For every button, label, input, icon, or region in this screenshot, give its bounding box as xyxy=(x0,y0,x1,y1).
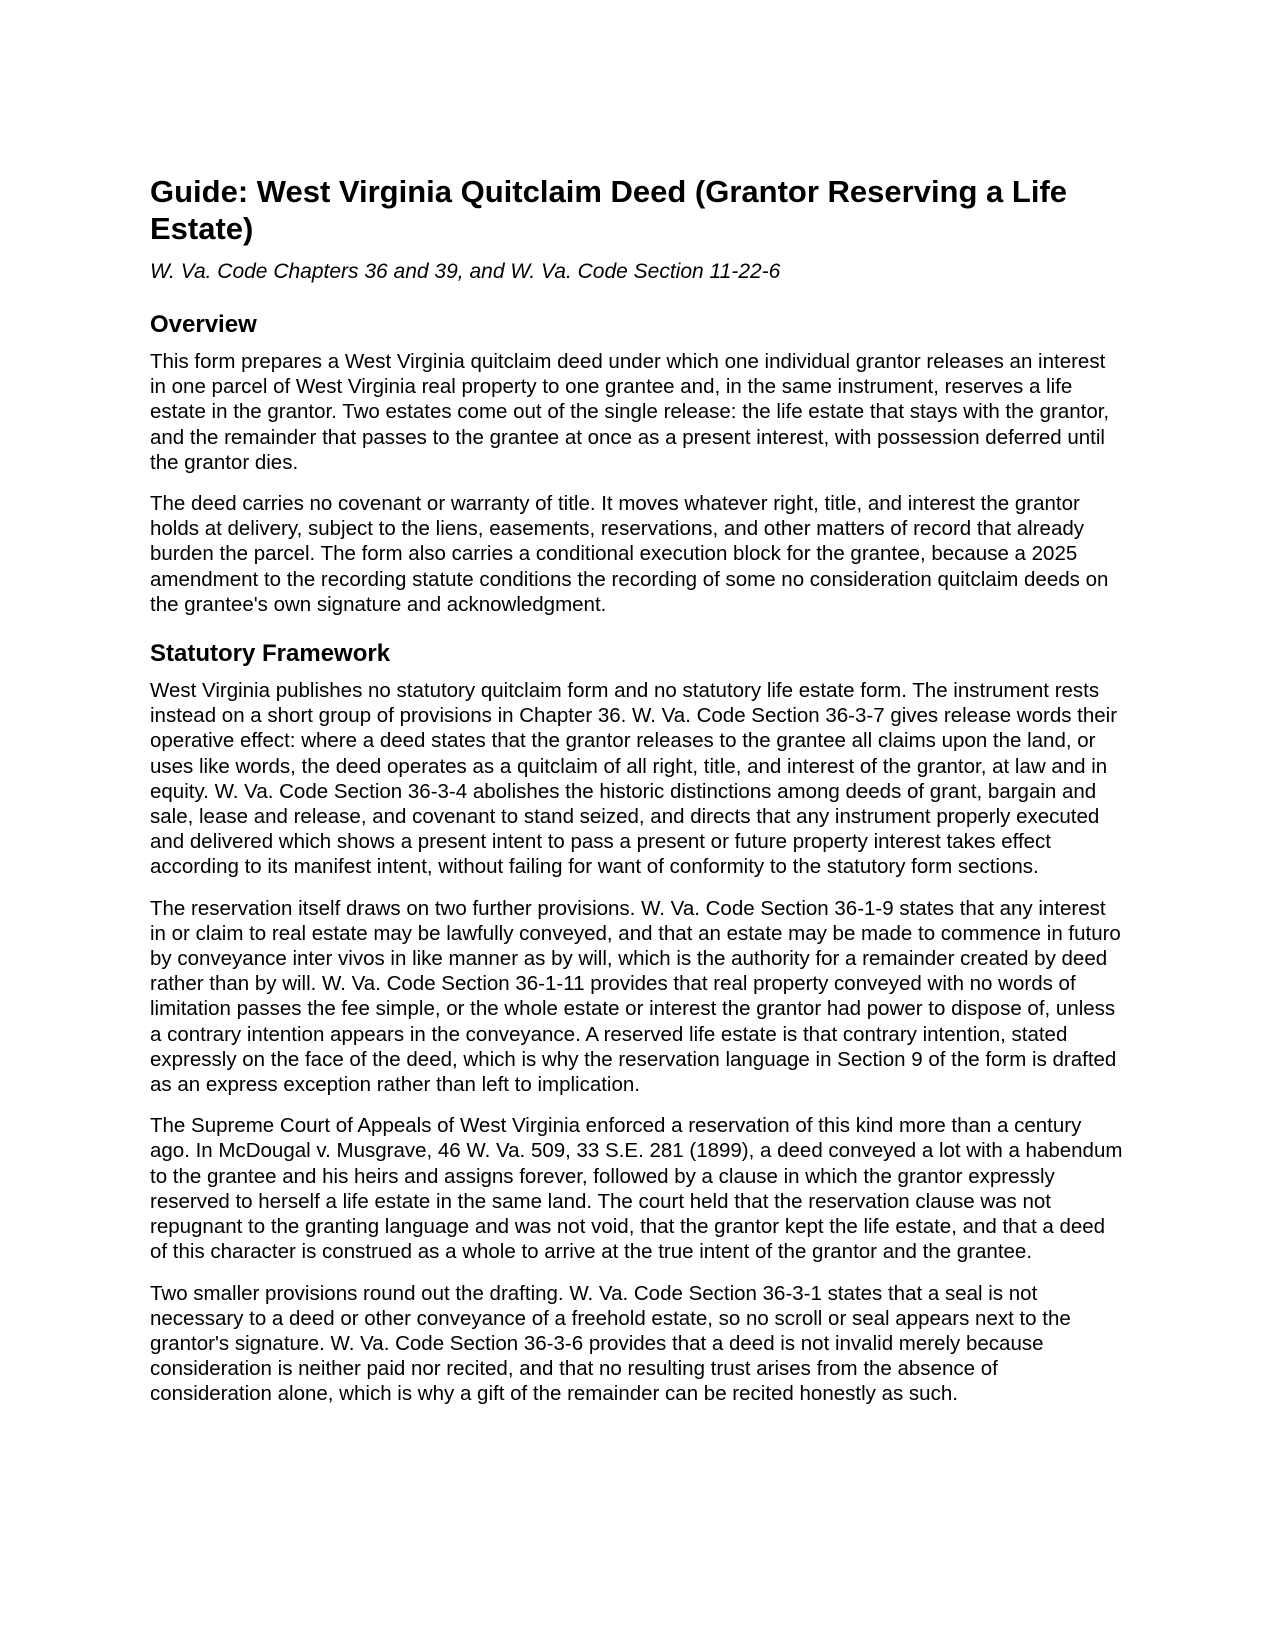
document-page xyxy=(150,173,1125,1423)
section-heading-overview: Overview xyxy=(150,311,257,338)
document-title: Guide: West Virginia Quitclaim Deed (Grantor Reserving a Life Estate) xyxy=(150,174,1068,246)
statutory-paragraph-2: The reservation itself draws on two further provisions. W. Va. Code Section 36-1-9 states that any interest in or claim to real estate may be lawfully conveyed, and that an estate may be made to commence in futuro by conveyance inter vivos in like manner as by will, which is the authority for a remainder created by deed rather than by will. W. Va. Code Section 36-1-11 provides that real property conveyed with no words of limitation passes the fee simple, or the whole estate or interest the grantor had power to dispose of, unless a contrary intention appears in the conveyance. A reserved life estate is that contrary intention, stated expressly on the face of the deed, which is why the reservation language in Section 9 of the form is drafted as an express exception rather than left to implication. xyxy=(150,896,1121,1097)
overview-paragraph-1: This form prepares a West Virginia quitclaim deed under which one individual grantor releases an interest in one parcel of West Virginia real property to one grantee and, in the same instrument, reserves a life estate in the grantor. Two estates come out of the single release: the life estate that stays with the grantor, and the remainder that passes to the grantee at once as a present interest, with possession deferred until the grantor dies. xyxy=(150,350,1110,474)
overview-paragraph-2: The deed carries no covenant or warranty of title. It moves whatever right, title, and interest the grantor holds at delivery, subject to the liens, easements, reservations, and other matters of record that already burden the parcel. The form also carries a conditional execution block for the grantee, because a 2025 amendment to the recording statute conditions the recording of some no consideration quitclaim deeds on the grantee's own signature and acknowledgment. xyxy=(150,492,1109,616)
section-heading-statutory-framework: Statutory Framework xyxy=(150,640,391,668)
section-overview xyxy=(150,311,1125,617)
document-subtitle: W. Va. Code Chapters 36 and 39, and W. Va. Code Section 11-22-6 xyxy=(150,260,781,283)
statutory-paragraph-3: The Supreme Court of Appeals of West Virginia enforced a reservation of this kind more than a century ago. In McDougal v. Musgrave, 46 W. Va. 509, 33 S.E. 281 (1899), a deed conveyed a lot with a habendum to the grantee and his heirs and assigns forever, followed by a clause in which the grantor expressly reserved to herself a life estate in the same land. The court held that the reservation clause was not repugnant to the granting language and was not void, that the grantor kept the life estate, and that a deed of this character is construed as a whole to arrive at the true intent of the grantor and the grantee. xyxy=(150,1114,1123,1264)
statutory-paragraph-4: Two smaller provisions round out the drafting. W. Va. Code Section 36-3-1 states that a seal is not necessary to a deed or other conveyance of a freehold estate, so no scroll or seal appears next to the grantor's signature. W. Va. Code Section 36-3-6 provides that a deed is not invalid merely because consideration is neither paid nor recited, and that no resulting trust arises from the absence of consideration alone, which is why a gift of the remainder can be recited honestly as such. xyxy=(150,1281,1071,1406)
section-statutory-framework xyxy=(150,640,1125,1406)
statutory-paragraph-1: West Virginia publishes no statutory quitclaim form and no statutory life estate form. The instrument rests instead on a short group of provisions in Chapter 36. W. Va. Code Section 36-3-7 gives release words their operative effect: where a deed states that the grantor releases to the grantee all claims upon the land, or uses like words, the deed operates as a quitclaim of all right, title, and interest of the grantor, at law and in equity. W. Va. Code Section 36-3-4 abolishes the historic distinctions among deeds of grant, bargain and sale, lease and release, and covenant to stand seized, and directs that any instrument properly executed and delivered which shows a present intent to pass a present or future property interest takes effect according to its manifest intent, without failing for want of conformity to the statutory form sections. xyxy=(150,679,1118,879)
